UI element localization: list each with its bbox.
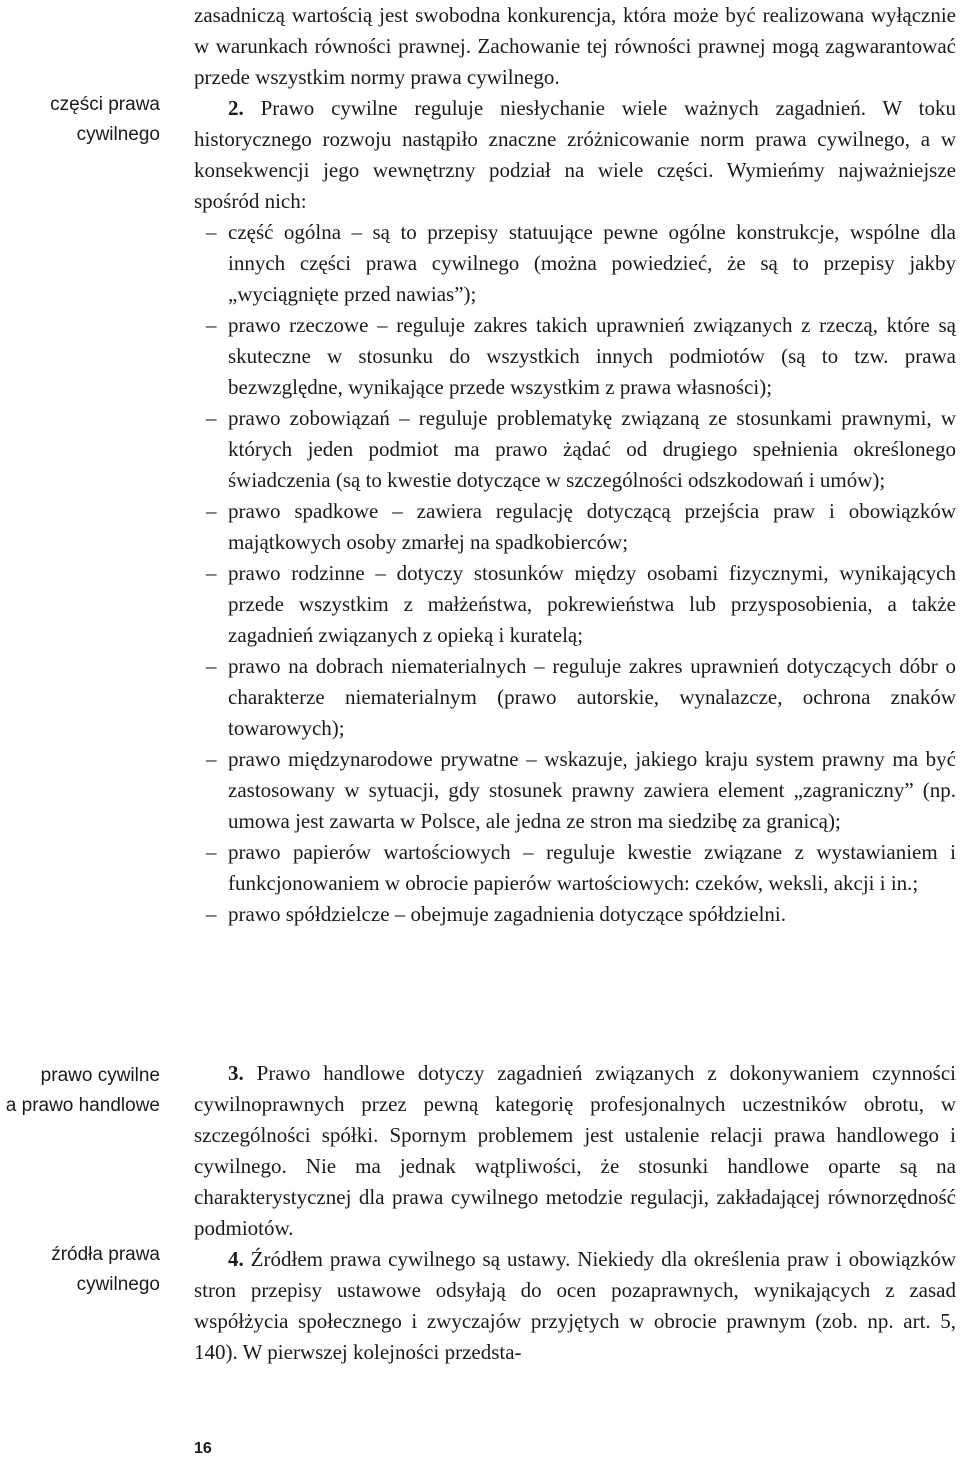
section-4-number: 4. bbox=[228, 1247, 244, 1271]
dash-marker: – bbox=[206, 406, 217, 430]
list-item-text: prawo spadkowe – zawiera regulację dotyczącą przejścia praw i obowiązków majątkowych osoby zmarłej na spadkobierców; bbox=[228, 499, 956, 554]
list-item-text: prawo rzeczowe – reguluje zakres takich uprawnień związanych z rzeczą, które są skuteczne w stosunku do wszystkich innych podmiotów (są to tzw. prawa bezwzględne, wynikające przede wszystkim z prawa własności); bbox=[228, 313, 956, 399]
page-number: 16 bbox=[194, 1440, 212, 1457]
section-3-text: Prawo handlowe dotyczy zagadnień związanych z dokonywaniem czynności cywilnoprawnych przez pewną kategorię profesjonalnych uczestników obrotu, w szczególności spółki. Spornym problemem jest ustalenie relacji prawa handlowego i cywilnego. Nie ma jednak wątpliwości, że stosunki handlowe oparte są na charakterystycznej dla prawa cywilnego metodzie regulacji, zakładającej równorzędność podmiotów. bbox=[194, 1061, 956, 1240]
list-item bbox=[194, 651, 956, 744]
dash-marker: – bbox=[206, 313, 217, 337]
list-item-text: prawo międzynarodowe prywatne – wskazuje, jakiego kraju system prawny ma być zastosowany w sytuacji, gdy stosunek prawny zawiera element „zagraniczny” (np. umowa jest zawarta w Polsce, ale jedna ze stron ma siedzibę za granicą); bbox=[228, 747, 956, 833]
margin-note-parts: części prawa cywilnego bbox=[50, 94, 160, 145]
list-item bbox=[194, 837, 956, 899]
margin-note-sources: źródła prawa cywilnego bbox=[51, 1244, 160, 1295]
parts-list bbox=[194, 217, 956, 930]
top-paragraph: zasadniczą wartością jest swobodna konkurencja, która może być realizowana wyłącznie w warunkach równości prawnej. Zachowanie tej równości prawnej mogą zagwarantować przede wszystkim normy prawa cywilnego. bbox=[194, 3, 956, 89]
dash-marker: – bbox=[206, 499, 217, 523]
dash-marker: – bbox=[206, 561, 217, 585]
list-item-text: prawo zobowiązań – reguluje problematykę związaną ze stosunkami prawnymi, w których jeden podmiot ma prawo żądać od drugiego spełnienia określonego świadczenia (są to kwestie dotyczące w szczególności odszkodowań i umów); bbox=[228, 406, 956, 492]
section-4-text: Źródłem prawa cywilnego są ustawy. Niekiedy dla określenia praw i obowiązków stron przepisy ustawowe odsyłają do ocen pozaprawnych, wynikających z zasad współżycia społecznego i zwyczajów przyjętych w obrocie prawnym (zob. np. art. 5, 140). W pierwszej kolejności przedsta- bbox=[194, 1247, 956, 1364]
list-item bbox=[194, 496, 956, 558]
list-item-text: część ogólna – są to przepisy statuujące pewne ogólne konstrukcje, wspólne dla innych części prawa cywilnego (można powiedzieć, że są to przepisy jakby „wyciągnięte przed nawias”); bbox=[228, 220, 956, 306]
list-item bbox=[194, 744, 956, 837]
section-2-text: Prawo cywilne reguluje niesłychanie wiele ważnych zagadnień. W toku historycznego rozwoju nastąpiło znaczne zróżnicowanie norm prawa cywilnego, a w konsekwencji jego wewnętrzny podział na wiele części. Wymieńmy najważniejsze spośród nich: bbox=[194, 96, 956, 213]
list-item bbox=[194, 310, 956, 403]
list-item bbox=[194, 558, 956, 651]
list-item bbox=[194, 217, 956, 310]
list-item-text: prawo papierów wartościowych – reguluje kwestie związane z wystawianiem i funkcjonowaniem w obrocie papierów wartościowych: czeków, weksli, akcji i in.; bbox=[228, 840, 956, 895]
dash-marker: – bbox=[206, 654, 217, 678]
list-item bbox=[194, 403, 956, 496]
section-2-paragraph bbox=[194, 93, 956, 217]
list-item-text: prawo rodzinne – dotyczy stosunków między osobami fizycznymi, wynikających przede wszystkim z małżeństwa, pokrewieństwa lub przysposobienia, a także zagadnień związanych z opieką i kuratelą; bbox=[228, 561, 956, 647]
section-2-number: 2. bbox=[228, 96, 244, 120]
dash-marker: – bbox=[206, 220, 217, 244]
list-item-text: prawo spółdzielcze – obejmuje zagadnienia dotyczące spółdzielni. bbox=[228, 902, 787, 926]
list-item-text: prawo na dobrach niematerialnych – reguluje zakres uprawnień dotyczących dóbr o charakterze niematerialnym (prawo autorskie, wynalazcze, ochrona znaków towarowych); bbox=[228, 654, 956, 740]
section-4-paragraph bbox=[194, 1244, 956, 1368]
list-item bbox=[194, 899, 956, 930]
main-text-lower bbox=[194, 1058, 956, 1368]
dash-marker: – bbox=[206, 840, 217, 864]
main-text-upper bbox=[194, 0, 956, 930]
section-3-paragraph bbox=[194, 1058, 956, 1244]
margin-note-commercial-law: prawo cywilne a prawo handlowe bbox=[5, 1065, 160, 1116]
dash-marker: – bbox=[206, 902, 217, 926]
dash-marker: – bbox=[206, 747, 217, 771]
section-3-number: 3. bbox=[228, 1061, 244, 1085]
